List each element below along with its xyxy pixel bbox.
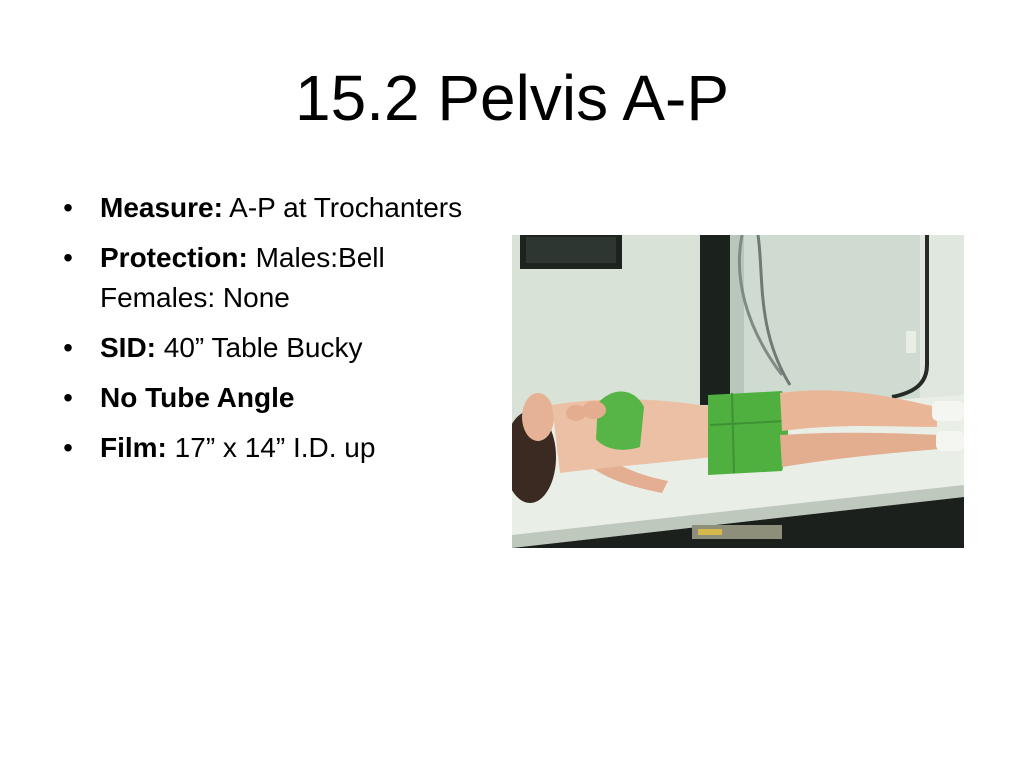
- bullet-glyph: •: [63, 192, 73, 223]
- bullet-text: 40” Table Bucky: [163, 332, 363, 363]
- bullet-label: SID:: [100, 332, 156, 363]
- bullet-text: A-P at Trochanters: [229, 192, 463, 223]
- bullet-glyph: •: [63, 242, 73, 273]
- bullet-glyph: •: [63, 382, 73, 413]
- bullet-item-film: [58, 428, 478, 468]
- bullet-label: No Tube Angle: [100, 382, 295, 413]
- bullet-item-tube-angle: [58, 378, 478, 418]
- bullet-label: Film:: [100, 432, 167, 463]
- slide-title: 15.2 Pelvis A-P: [295, 62, 729, 134]
- patient-photo: [512, 235, 964, 548]
- bullet-text: 17” x 14” I.D. up: [174, 432, 376, 463]
- bullet-list: [58, 188, 478, 478]
- bullet-label: Protection:: [100, 242, 248, 273]
- bullet-label: Measure:: [100, 192, 223, 223]
- bullet-item-protection: [58, 238, 478, 318]
- bullet-item-measure: [58, 188, 478, 228]
- bullet-item-sid: [58, 328, 478, 368]
- bullet-glyph: •: [63, 432, 73, 463]
- bullet-text: Males:Bell Females: None: [100, 242, 385, 313]
- bullet-glyph: •: [63, 332, 73, 363]
